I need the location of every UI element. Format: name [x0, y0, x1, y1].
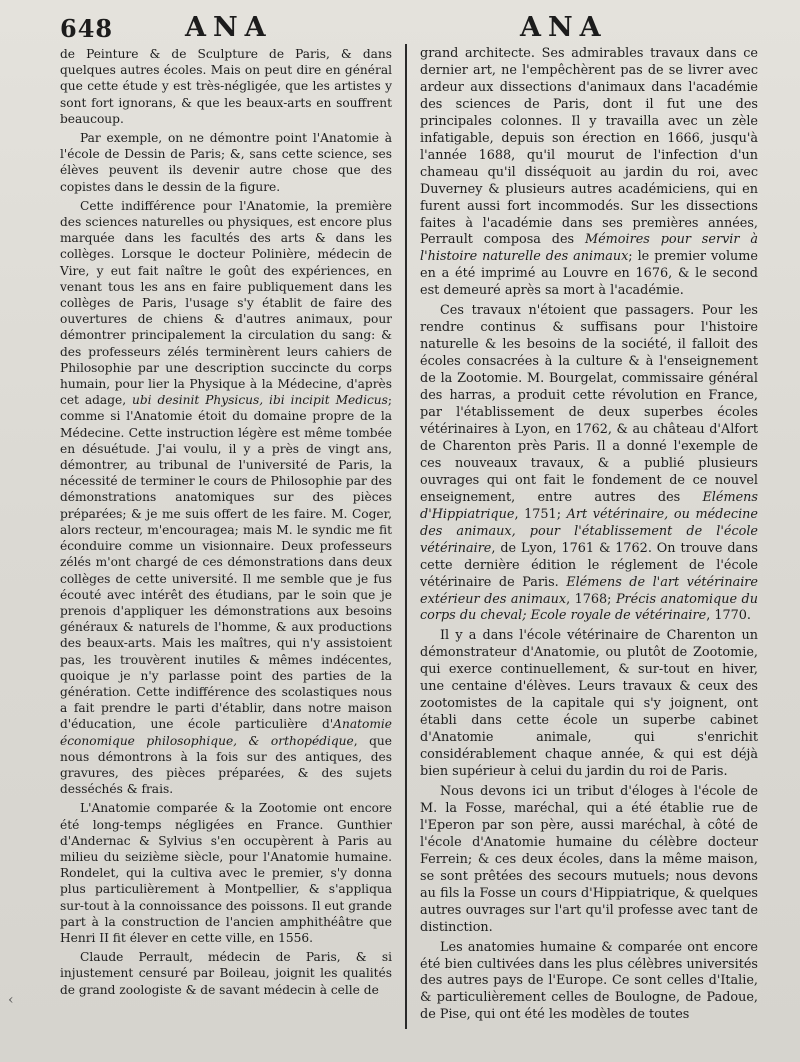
italic-title: Précis anatomique du corps du cheval; Ecole royale de vétérinaire: [420, 591, 758, 624]
text-run: de Peinture & de Sculpture de Paris, & dans quelques autres écoles. Mais on peut dire en général que cette étude y est très-négligée, que les artistes y sont fort ignorans, & que les beaux-arts en souffrent beaucoup.: [60, 47, 392, 126]
italic-title: ubi desinit Physicus, ibi incipit Medicus: [132, 393, 388, 408]
italic-title: Elémens de l'art vétérinaire extérieur des animaux: [420, 574, 758, 607]
paragraph: [420, 46, 758, 300]
paragraph: [420, 940, 758, 1025]
margin-mark: ‹: [8, 992, 14, 1008]
paragraph: [60, 198, 392, 798]
text-run: Nous devons ici un tribut d'éloges à l'école de M. la Fosse, maréchal, qui a été établie rue de l'Eperon par son père, aussi maréchal, à côté de l'école d'Anatomie humaine du célèbre docteur Ferrein; & ces deux écoles, dans la même maison, se sont prêtées des secours mutuels; nous devons au fils la Fosse un cours d'Hippiatrique, & quelques autres ouvrages sur l'art qu'il professe avec tant de distinction.: [420, 783, 758, 935]
paragraph: [420, 784, 758, 937]
right-column: [420, 46, 758, 1024]
paragraph: [420, 628, 758, 781]
text-run: ; comme si l'Anatomie étoit du domaine propre de la Médecine. Cette instruction légère est même tombée en désuétude. J'ai voulu, il y a près de vingt ans, démontrer, au tribunal de l'université de Paris, la nécessité de terminer le cours de Philosophie par des démonstrations anatomiques sur des pièces préparées; & je me suis offert de les faire. M. Coger, alors recteur, m'encouragea; mais M. le syndic me fit éconduire comme un visionnaire. Deux professeurs zélés m'ont chargé de ces démonstrations dans deux collèges de cette université. Il me semble que je fus écouté avec intérêt des étudians, par le soin que je prenois d'appliquer les démonstrations aux besoins généraux & naturels de l'homme, & aux productions des beaux-arts. Mais les maîtres, qui n'y assistoient pas, les trouvèrent inutiles & mêmes indécentes, quoique je n'y parlasse point des parties de la génération. Cette indifférence des scolastiques nous a fait prendre le parti d'établir, dans notre maison d'éducation, une école particulière d': [60, 393, 392, 732]
text-run: Par exemple, on ne démontre point l'Anatomie à l'école de Dessin de Paris; &, sans cette science, ses élèves peuvent ils devenir autre chose que des copistes dans le dessin de la figure.: [60, 131, 392, 194]
text-run: Les anatomies humaine & comparée ont encore été bien cultivées dans les plus célèbres universités des autres pays de l'Europe. Ce sont celles d'Italie, & particulièrement celles de Boulogne, de Padoue, de Pise, qui ont été les modèles de toutes: [420, 939, 758, 1023]
text-run: , de Lyon, 1761 & 1762. On trouve dans cette dernière édition le réglement de l'école vétérinaire de Paris.: [420, 540, 758, 590]
text-run: , 1770.: [706, 608, 751, 624]
italic-title: Anatomie économique philosophique, & orthopédique: [60, 717, 392, 748]
running-head-left: ANA: [185, 12, 273, 43]
text-run: L'Anatomie comparée & la Zootomie ont encore été long-temps négligées en France. Gunthier d'Andernac & Sylvius s'en occupèrent à Paris au milieu du seizième siècle, pour l'Anatomie humaine. Rondelet, qui la cultiva avec le premier, s'y donna plus particulièrement à Montpellier, & s'appliqua sur-tout à la connoissance des poissons. Il eut grande part à la construction de l'ancien amphithéâtre que Henri II fit élever en cette ville, en 1556.: [60, 801, 392, 945]
page-number: 648: [60, 14, 114, 43]
text-run: Cette indifférence pour l'Anatomie, la première des sciences naturelles ou physiques, est encore plus marquée dans les facultés des arts & dans les collèges. Lorsque le docteur Polinière, médecin de Vire, y eut fait naître le goût des expériences, en venant tous les ans en faire publiquement dans les collèges de Paris, l'usage s'y établit de faire des ouvertures de chiens & d'autres animaux, pour démontrer principalement la circulation du sang: & des professeurs zélés terminèrent leurs cahiers de Philosophie par une description succincte du corps humain, pour lier la Physique à la Médecine, d'après cet adage,: [60, 198, 392, 408]
running-head-right: ANA: [520, 12, 608, 43]
left-column: [60, 46, 392, 998]
text-run: ; le premier volume en a été imprimé au Louvre en 1676, & le second est demeuré après sa mort à l'académie.: [420, 249, 758, 299]
paragraph: [420, 303, 758, 625]
text-run: , 1751;: [514, 506, 567, 522]
text-run: Ces travaux n'étoient que passagers. Pour les rendre continus & suffisans pour l'histoire naturelle & les besoins de la société, il falloit des écoles consacrées à la culture & à l'enseignement de la Zootomie. M. Bourgelat, commissaire général des harras, a produit cette révolution en France, par l'établissement de deux superbes écoles vétérinaires à Lyon, en 1762, & au château d'Alfort de Charenton près Paris. Il a donné l'exemple de ces nouveaux travaux, & a publié plusieurs ouvrages qui ont fait le fondement de ce nouvel enseignement, entre autres des: [420, 303, 758, 505]
column-rule: [405, 44, 407, 1029]
text-run: Claude Perrault, médecin de Paris, & si injustement censuré par Boileau, joignit les qualités de grand zoologiste & de savant médecin à celle de: [60, 950, 392, 997]
page-header: [0, 12, 800, 48]
text-run: , que nous démontrons à la fois sur des antiques, des gravures, des pièces préparées, & des sujets desséchés & frais.: [60, 733, 392, 797]
paragraph: [60, 130, 392, 195]
italic-title: Elémens d'Hippiatrique: [420, 489, 758, 522]
text-run: Il y a dans l'école vétérinaire de Charenton un démonstrateur d'Anatomie, ou plutôt de Zootomie, qui exerce continuellement, & sur-tout en hiver, une centaine d'élèves. Leurs travaux & ceux des zootomistes de la capitale qui s'y joignent, ont établi dans cette école un superbe cabinet d'Anatomie animale, qui s'enrichit considérablement chaque année, & qui est déjà bien supérieur à celui du jardin du roi de Paris.: [420, 628, 758, 780]
italic-title: Art vétérinaire, ou médecine des animaux, pour l'établissement de l'école vétérinaire: [420, 506, 758, 556]
text-run: , 1768;: [566, 591, 616, 607]
paragraph: [60, 949, 392, 998]
paragraph: [60, 46, 392, 127]
text-run: grand architecte. Ses admirables travaux dans ce dernier art, ne l'empêchèrent pas de se livrer avec ardeur aux dissections d'animaux dans l'académie des sciences de Paris, dont il fut une des principales colonnes. Il y travailla avec un zèle infatigable, depuis son érection en 1666, jusqu'à l'année 1688, qu'il mourut de l'infection d'un chameau qu'il disséquoit au jardin du roi, avec Duverney & plusieurs autres académiciens, qui en furent aussi fort incommodés. Sur les dissections faites à l'académie dans ses premières années, Perrault composa des: [420, 46, 758, 248]
paragraph: [60, 800, 392, 946]
italic-title: Mémoires pour servir à l'histoire naturelle des animaux: [420, 232, 758, 265]
